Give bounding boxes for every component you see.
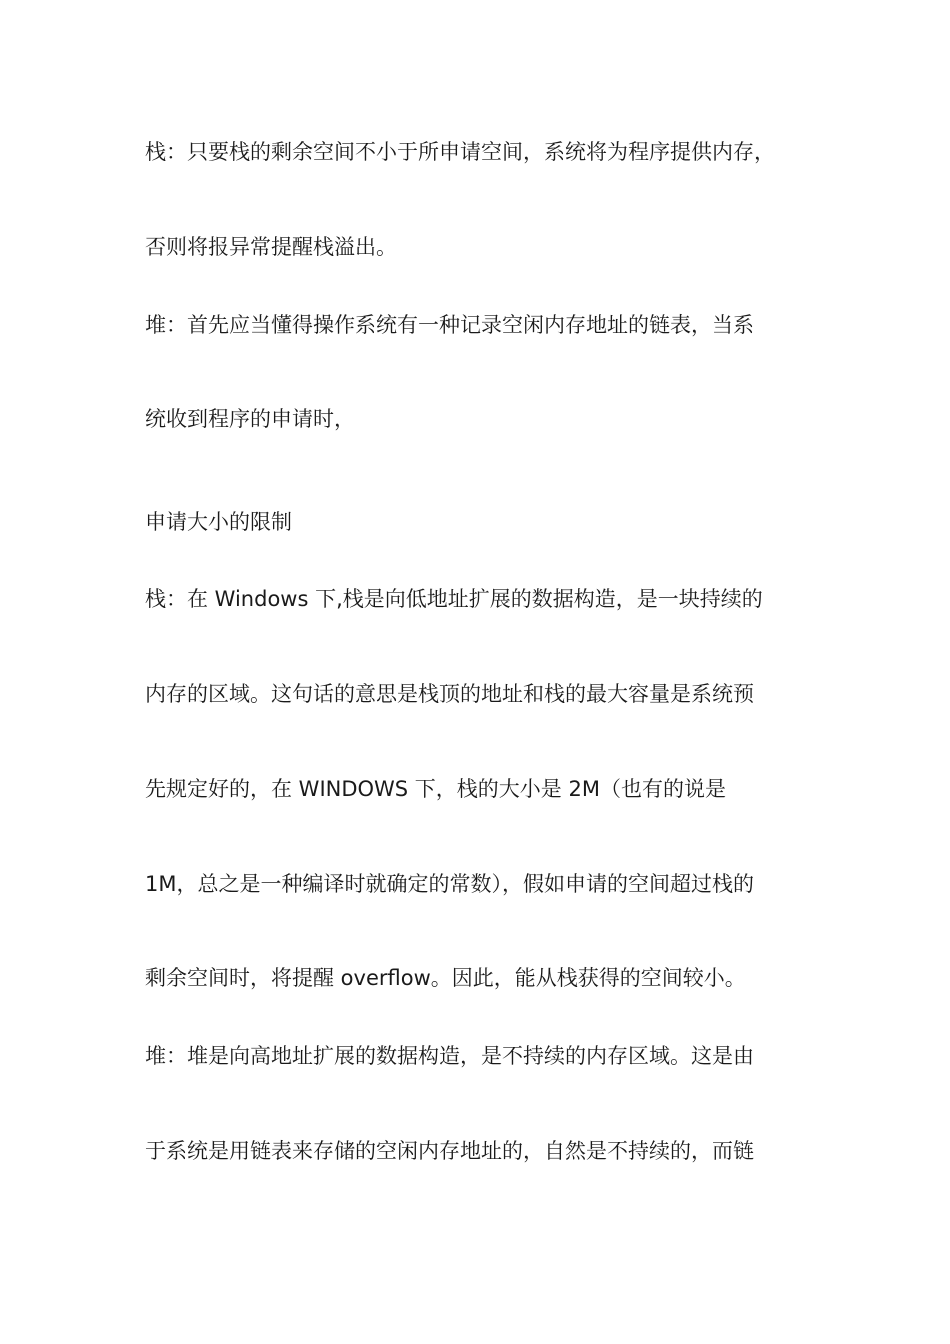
section-heading-size-limit: 申请大小的限制	[145, 510, 292, 534]
paragraph-heap-limit-line-1: 堆：堆是向高地址扩展的数据构造，是不持续的内存区域。这是由	[145, 1044, 754, 1068]
paragraph-stack-limit-line-1: 栈：在 Windows 下,栈是向低地址扩展的数据构造，是一块持续的	[145, 587, 763, 611]
paragraph-stack-limit-line-4: 1M，总之是一种编译时就确定的常数），假如申请的空间超过栈的	[145, 872, 754, 896]
paragraph-stack-limit-line-5: 剩余空间时，将提醒 overflow。因此，能从栈获得的空间较小。	[145, 966, 746, 990]
paragraph-stack-limit-line-2: 内存的区域。这句话的意思是栈顶的地址和栈的最大容量是系统预	[145, 682, 754, 706]
paragraph-stack-limit-line-3: 先规定好的，在 WINDOWS 下，栈的大小是 2M（也有的说是	[145, 777, 726, 801]
paragraph-heap-line-2: 统收到程序的申请时，	[145, 407, 355, 431]
paragraph-stack-line-2: 否则将报异常提醒栈溢出。	[145, 235, 397, 259]
paragraph-heap-limit-line-2: 于系统是用链表来存储的空闲内存地址的，自然是不持续的，而链	[145, 1139, 754, 1163]
paragraph-heap-line-1: 堆：首先应当懂得操作系统有一种记录空闲内存地址的链表，当系	[145, 313, 754, 337]
paragraph-stack-line-1: 栈：只要栈的剩余空间不小于所申请空间，系统将为程序提供内存，	[145, 140, 775, 164]
